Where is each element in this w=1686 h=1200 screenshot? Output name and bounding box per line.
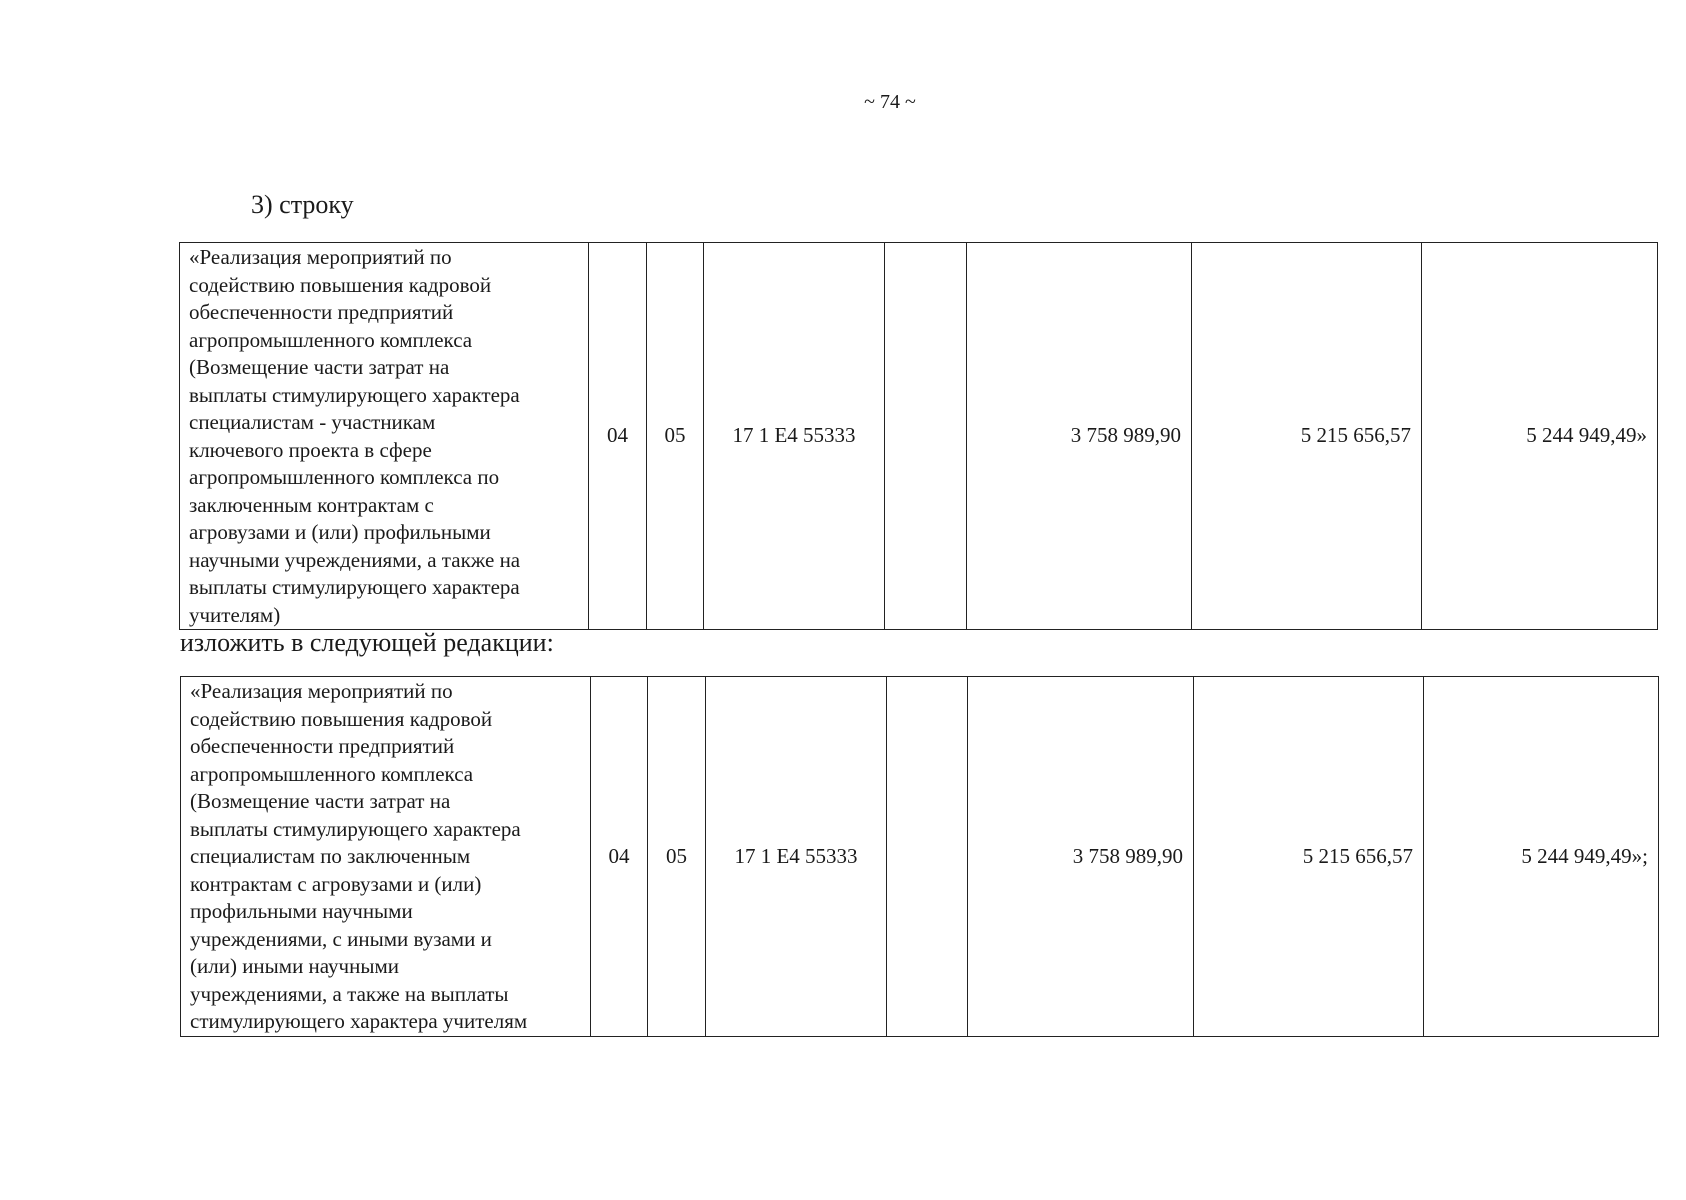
description-line: стимулирующего характера учителям (190, 1009, 528, 1033)
description-line: «Реализация мероприятий по (189, 245, 452, 269)
description-line: выплаты стимулирующего характера (189, 575, 520, 599)
description-line: ключевого проекта в сфере (189, 437, 432, 462)
description-line: агровузами и (или) профильными (189, 520, 491, 544)
item-heading: 3) строку (251, 190, 354, 219)
description-line: специалистам - участникам (189, 410, 436, 434)
description-line: (Возмещение части затрат на (190, 789, 451, 813)
description-line: выплаты стимулирующего характера (190, 816, 521, 841)
table-row (181, 677, 1659, 1037)
page-number: ~ 74 ~ (864, 91, 916, 113)
description-line: обеспеченности предприятий (189, 300, 454, 324)
description-line: агропромышленного комплекса по (189, 465, 500, 489)
description-line: научными учреждениями, а также на (189, 547, 521, 572)
subsection-cell: 05 (648, 677, 706, 1037)
description-line: выплаты стимулирующего характера (189, 382, 520, 407)
expense-type-cell (887, 677, 968, 1037)
row-description (180, 243, 589, 630)
description-line: «Реализация мероприятий по (190, 679, 453, 703)
target-article-cell: 17 1 E4 55333 (706, 677, 887, 1037)
subsection-cell: 05 (647, 243, 704, 630)
amount-2-cell: 5 215 656,57 (1192, 243, 1422, 630)
description-line: содействию повышения кадровой (189, 272, 492, 297)
new-row-table (180, 676, 1659, 1037)
section-cell: 04 (591, 677, 648, 1037)
row-description (181, 677, 591, 1037)
amount-2-cell: 5 215 656,57 (1194, 677, 1424, 1037)
amount-3-cell: 5 244 949,49» (1422, 243, 1658, 630)
description-line: контрактам с агровузами и (или) (190, 871, 482, 896)
amount-3-cell: 5 244 949,49»; (1424, 677, 1659, 1037)
expense-type-cell (885, 243, 967, 630)
description-line: (или) иными научными (190, 954, 399, 978)
description-line: агропромышленного комплекса (189, 327, 473, 352)
amendment-text: изложить в следующей редакции: (180, 628, 554, 657)
target-article-cell: 17 1 E4 55333 (704, 243, 885, 630)
description-line: специалистам по заключенным (190, 844, 471, 868)
description-line: профильными научными (190, 899, 413, 923)
amount-1-cell: 3 758 989,90 (968, 677, 1194, 1037)
description-line: содействию повышения кадровой (190, 706, 493, 731)
description-line: заключенным контрактам с (189, 492, 434, 517)
old-row-table (179, 242, 1658, 630)
description-line: обеспеченности предприятий (190, 734, 455, 758)
section-cell: 04 (589, 243, 647, 630)
description-line: учреждениями, с иными вузами и (190, 926, 492, 951)
description-line: учреждениями, а также на выплаты (190, 981, 509, 1006)
table-row (180, 243, 1658, 630)
description-line: агропромышленного комплекса (190, 761, 474, 786)
description-line: учителям) (189, 602, 281, 627)
amount-1-cell: 3 758 989,90 (967, 243, 1192, 630)
description-line: (Возмещение части затрат на (189, 355, 450, 379)
